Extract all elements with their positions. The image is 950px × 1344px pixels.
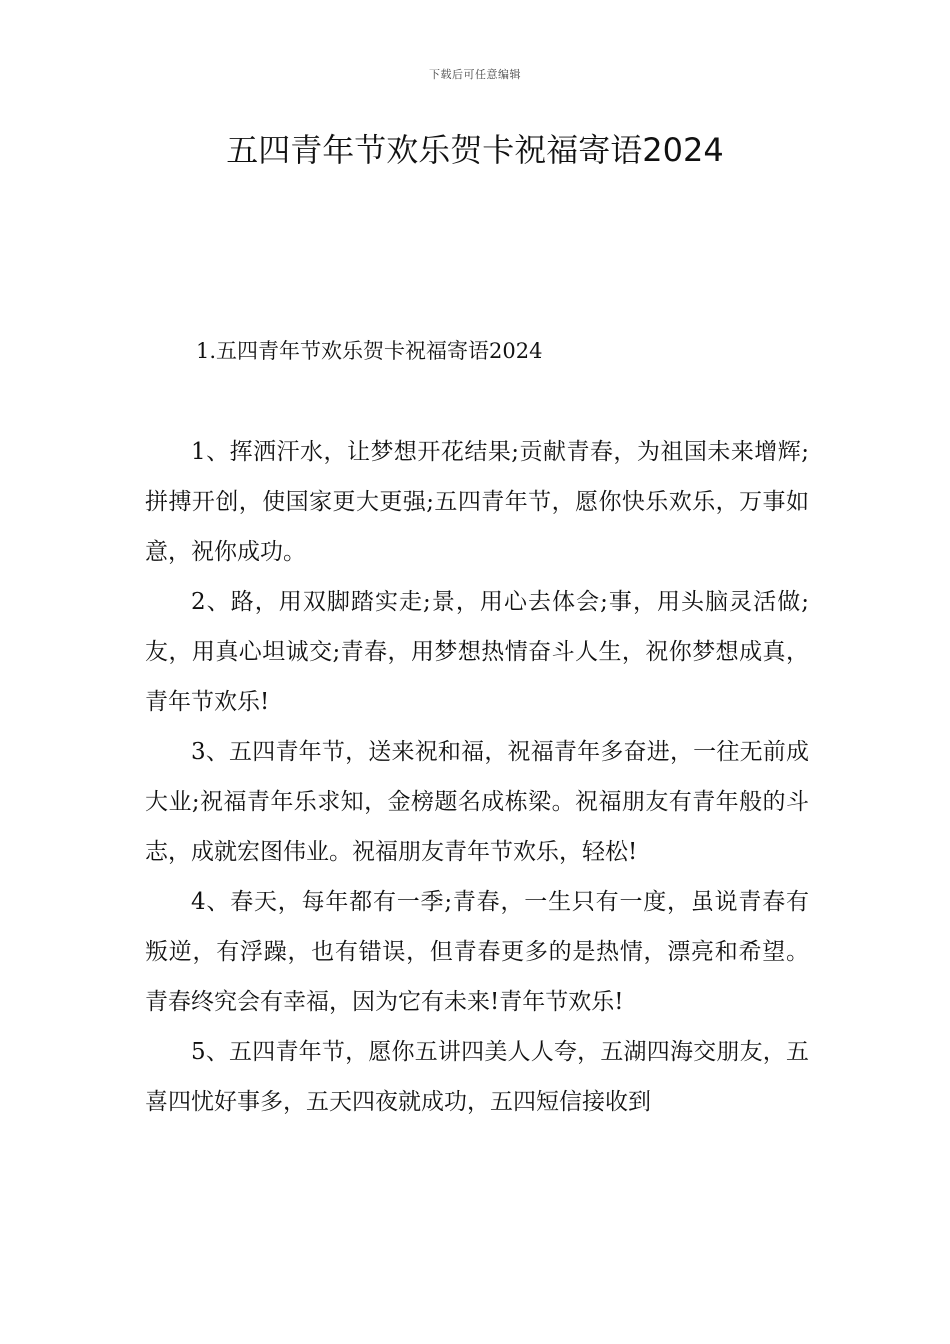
section-heading: 1.五四青年节欢乐贺卡祝福寄语2024 <box>196 339 543 363</box>
paragraph-1: 1、挥洒汗水，让梦想开花结果;贡献青春，为祖国未来增辉;拼搏开创，使国家更大更强;五四青年节，愿你快乐欢乐，万事如意，祝你成功。 <box>145 439 809 565</box>
document-body <box>145 427 809 1127</box>
document-title: 五四青年节欢乐贺卡祝福寄语2024 <box>226 131 724 169</box>
paragraph-3: 3、五四青年节，送来祝和福，祝福青年多奋进，一往无前成大业;祝福青年乐求知，金榜题名成栋梁。祝福朋友有青年般的斗志，成就宏图伟业。祝福朋友青年节欢乐，轻松! <box>145 739 809 865</box>
paragraph-5: 5、五四青年节，愿你五讲四美人人夸，五湖四海交朋友，五喜四忧好事多，五天四夜就成功，五四短信接收到 <box>145 1039 809 1115</box>
header-note: 下载后可任意编辑 <box>429 68 521 81</box>
paragraph-4: 4、春天，每年都有一季;青春，一生只有一度，虽说青春有叛逆，有浮躁，也有错误，但青春更多的是热情，漂亮和希望。青春终究会有幸福，因为它有未来!青年节欢乐! <box>145 889 809 1015</box>
paragraph-2: 2、路，用双脚踏实走;景，用心去体会;事，用头脑灵活做;友，用真心坦诚交;青春，用梦想热情奋斗人生，祝你梦想成真，青年节欢乐! <box>145 589 809 715</box>
